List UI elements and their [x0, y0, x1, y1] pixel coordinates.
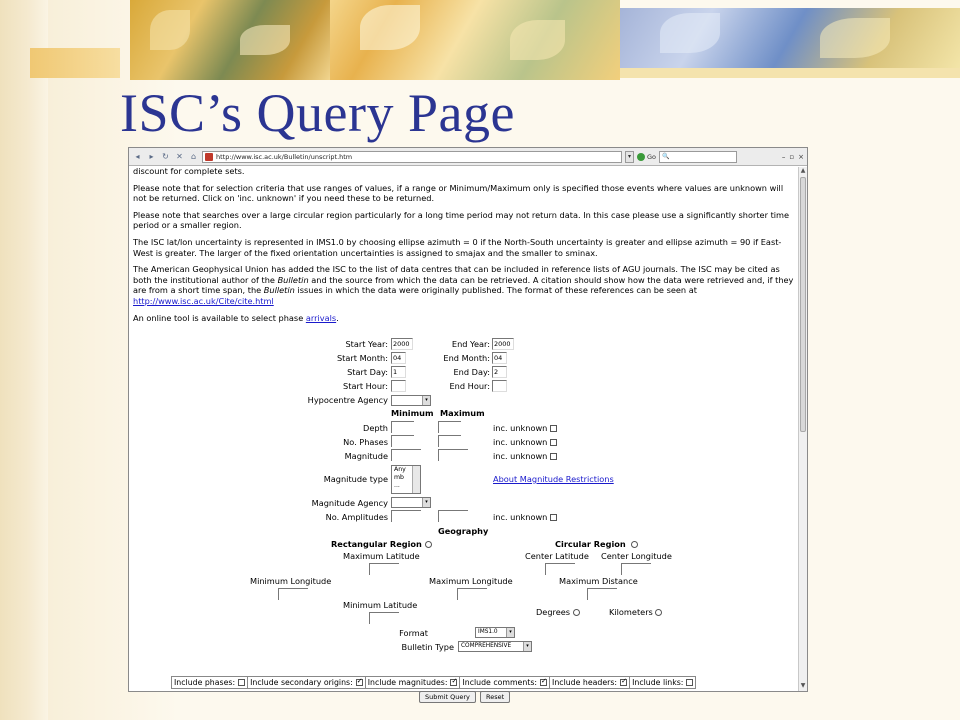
- reload-icon[interactable]: ↻: [162, 152, 169, 161]
- start-day-label: Start Day:: [347, 367, 388, 377]
- phases-inc-unknown[interactable]: inc. unknown: [493, 437, 557, 447]
- address-bar[interactable]: [202, 151, 622, 163]
- magnitude-restrictions-link[interactable]: About Magnitude Restrictions: [493, 474, 614, 484]
- magagency-label: Magnitude Agency: [311, 498, 388, 508]
- max-distance-input[interactable]: [587, 588, 617, 600]
- stop-icon[interactable]: ✕: [176, 152, 183, 161]
- amplitudes-max-input[interactable]: [438, 510, 468, 522]
- go-icon: [637, 153, 645, 161]
- end-year-label: End Year:: [451, 339, 490, 349]
- banner-segment: [330, 0, 620, 80]
- close-icon[interactable]: ×: [798, 152, 804, 161]
- banner-segment: [130, 0, 330, 80]
- banner-segment: [620, 8, 960, 68]
- chevron-down-icon: ▾: [422, 498, 430, 507]
- end-month-label: End Month:: [443, 353, 490, 363]
- include-secondary-origins-checkbox[interactable]: [356, 679, 363, 686]
- min-lon-input[interactable]: [278, 588, 308, 600]
- end-year-input[interactable]: 2000: [492, 338, 514, 350]
- end-day-label: End Day:: [453, 367, 490, 377]
- back-icon[interactable]: ◂: [135, 152, 140, 161]
- max-lat-label: Maximum Latitude: [343, 551, 420, 561]
- note-paragraph: Please note that for selection criteria that use ranges of values, if a range or Minimum/Maximum only is specified those events where values are unknown will not be returned. Click on 'inc. unknown' if you need these to be returned.: [133, 182, 784, 204]
- include-headers[interactable]: Include headers: ✓: [550, 677, 630, 688]
- include-links[interactable]: Include links:: [630, 677, 695, 688]
- browser-toolbar: [129, 148, 807, 166]
- min-lon-label: Minimum Longitude: [250, 576, 332, 586]
- format-label: Format: [399, 628, 428, 638]
- phases-label: No. Phases: [343, 437, 388, 447]
- favicon-icon: [205, 153, 213, 161]
- magtype-option[interactable]: Any: [394, 466, 406, 473]
- minimize-icon[interactable]: –: [781, 152, 786, 161]
- magtype-label: Magnitude type: [323, 474, 388, 484]
- include-phases-checkbox[interactable]: [238, 679, 245, 686]
- magnitude-max-input[interactable]: [438, 449, 468, 461]
- include-secondary-origins[interactable]: Include secondary origins: ✓: [248, 677, 366, 688]
- page-notes: [129, 167, 798, 323]
- include-magnitudes[interactable]: Include magnitudes: ✓: [366, 677, 461, 688]
- magagency-select[interactable]: [391, 497, 431, 508]
- depth-inc-unknown[interactable]: inc. unknown: [493, 423, 557, 433]
- magnitude-inc-unknown[interactable]: inc. unknown: [493, 451, 557, 461]
- note-paragraph: The ISC lat/lon uncertainty is represented in IMS1.0 by choosing ellipse azimuth = 0 if the North-South uncertainty is greater and ellipse azimuth = 90 if East-West is greater. The larger of the fixed orientation uncertainties is assigned to smajax and the smaller to sminax.: [133, 236, 782, 258]
- min-lat-label: Minimum Latitude: [343, 600, 418, 610]
- scrollbar-thumb[interactable]: [800, 177, 806, 432]
- rect-region-label[interactable]: Rectangular Region: [331, 539, 432, 549]
- rect-region-radio[interactable]: [425, 541, 432, 548]
- start-month-label: Start Month:: [336, 353, 388, 363]
- end-hour-input[interactable]: [492, 380, 507, 392]
- browser-window: [128, 147, 808, 701]
- maximum-header: Maximum: [440, 408, 485, 418]
- amplitudes-min-input[interactable]: [391, 510, 421, 522]
- reset-button[interactable]: Reset: [480, 691, 510, 703]
- magnitude-inc-unknown-checkbox[interactable]: [550, 453, 557, 460]
- magtype-option[interactable]: mb: [394, 474, 404, 481]
- center-lon-label: Center Longitude: [601, 551, 672, 561]
- depth-label: Depth: [363, 423, 388, 433]
- note-paragraph: discount for complete sets.: [133, 166, 245, 176]
- chevron-down-icon: ▾: [506, 628, 514, 637]
- depth-min-input[interactable]: [391, 421, 414, 433]
- address-url: http://www.isc.ac.uk/Bulletin/unscript.htm: [216, 152, 353, 161]
- end-hour-label: End Hour:: [449, 381, 490, 391]
- magnitude-label: Magnitude: [344, 451, 388, 461]
- bulletin-type-select[interactable]: COMPREHENSIVE ▾: [458, 641, 532, 652]
- note-paragraph: An online tool is available to select phase arrivals.: [133, 312, 339, 323]
- chevron-down-icon: ▾: [422, 396, 430, 405]
- center-lon-input[interactable]: [621, 563, 651, 575]
- magtype-option[interactable]: ...: [394, 482, 400, 489]
- search-input[interactable]: 🔍: [659, 151, 737, 163]
- depth-max-input[interactable]: [438, 421, 461, 433]
- hypocentre-select[interactable]: [391, 395, 431, 406]
- depth-inc-unknown-checkbox[interactable]: [550, 425, 557, 432]
- go-button[interactable]: [637, 153, 656, 161]
- start-month-input[interactable]: 04: [391, 352, 406, 364]
- amplitudes-label: No. Amplitudes: [325, 512, 388, 522]
- end-month-input[interactable]: 04: [492, 352, 507, 364]
- degrees-label[interactable]: Degrees: [536, 607, 580, 617]
- scroll-down-icon[interactable]: ▼: [800, 682, 806, 689]
- page-viewport: [129, 166, 798, 701]
- start-year-input[interactable]: 2000: [391, 338, 413, 350]
- degrees-radio[interactable]: [573, 609, 580, 616]
- format-select[interactable]: IMS1.0 ▾: [475, 627, 515, 638]
- max-lon-input[interactable]: [457, 588, 487, 600]
- end-day-input[interactable]: 2: [492, 366, 507, 378]
- min-lat-input[interactable]: [369, 612, 399, 624]
- center-lat-label: Center Latitude: [525, 551, 589, 561]
- amplitudes-inc-unknown[interactable]: inc. unknown: [493, 512, 557, 522]
- banner-segment: [620, 68, 960, 78]
- banner-segment: [30, 48, 120, 78]
- bulletin-type-label: Bulletin Type: [401, 642, 454, 652]
- address-dropdown-button[interactable]: ▾: [625, 151, 634, 163]
- magnitude-min-input[interactable]: [391, 449, 421, 461]
- query-form: [129, 335, 800, 695]
- go-label: Go: [647, 152, 657, 161]
- include-comments-checkbox[interactable]: [540, 679, 547, 686]
- note-paragraph: The American Geophysical Union has added the ISC to the list of data centres that can be included in reference lists of AGU journals. The ISC may be cited as both the institutional author of the Bulletin and the source from which the data can be retrieved. A citation should show how the data were retrieved and, if they are from a short time span, the Bulletin issues in which the data were originally published. The format of these references can be seen at http://www.isc.ac.uk/Cite/cite.html: [133, 264, 794, 306]
- include-links-checkbox[interactable]: [686, 679, 693, 686]
- include-magnitudes-checkbox[interactable]: [450, 679, 457, 686]
- cite-link[interactable]: http://www.isc.ac.uk/Cite/cite.html: [133, 295, 274, 306]
- minimum-header: Minimum: [391, 408, 434, 418]
- include-options-row: [171, 676, 696, 689]
- phases-min-input[interactable]: [391, 435, 414, 447]
- kilometers-radio[interactable]: [655, 609, 662, 616]
- restore-icon[interactable]: ▫: [789, 152, 795, 161]
- start-hour-label: Start Hour:: [343, 381, 388, 391]
- max-lat-input[interactable]: [369, 563, 399, 575]
- window-controls: [782, 153, 804, 161]
- start-day-input[interactable]: 1: [391, 366, 406, 378]
- geography-header: Geography: [438, 526, 489, 536]
- note-paragraph: Please note that searches over a large circular region particularly for a long time period may not return data. In this case please use a significantly shorter time period or a smaller region.: [133, 209, 790, 231]
- slide-left-band: [0, 0, 48, 720]
- include-phases[interactable]: Include phases:: [172, 677, 248, 688]
- include-comments[interactable]: Include comments: ✓: [460, 677, 550, 688]
- start-year-label: Start Year:: [345, 339, 388, 349]
- arrivals-link[interactable]: arrivals: [305, 312, 337, 323]
- page-scrollbar[interactable]: [798, 167, 807, 691]
- center-lat-input[interactable]: [545, 563, 575, 575]
- amplitudes-inc-unknown-checkbox[interactable]: [550, 514, 557, 521]
- max-lon-label: Maximum Longitude: [429, 576, 513, 586]
- forward-icon[interactable]: ▸: [149, 152, 154, 161]
- submit-query-button[interactable]: Submit Query: [419, 691, 476, 703]
- include-headers-checkbox[interactable]: [620, 679, 627, 686]
- circ-region-radio[interactable]: [631, 541, 638, 548]
- slide-title: ISC’s Query Page: [120, 83, 515, 143]
- home-icon[interactable]: ⌂: [190, 152, 197, 161]
- magtype-listbox[interactable]: [391, 465, 421, 494]
- listbox-scrollbar[interactable]: [412, 466, 420, 493]
- start-hour-input[interactable]: [391, 380, 406, 392]
- hypocentre-label: Hypocentre Agency: [307, 395, 388, 405]
- kilometers-label[interactable]: Kilometers: [609, 607, 662, 617]
- chevron-down-icon: ▾: [523, 642, 531, 651]
- max-distance-label: Maximum Distance: [559, 576, 638, 586]
- scroll-up-icon[interactable]: ▲: [800, 167, 806, 174]
- circ-region-label[interactable]: Circular Region: [555, 539, 638, 549]
- phases-inc-unknown-checkbox[interactable]: [550, 439, 557, 446]
- phases-max-input[interactable]: [438, 435, 461, 447]
